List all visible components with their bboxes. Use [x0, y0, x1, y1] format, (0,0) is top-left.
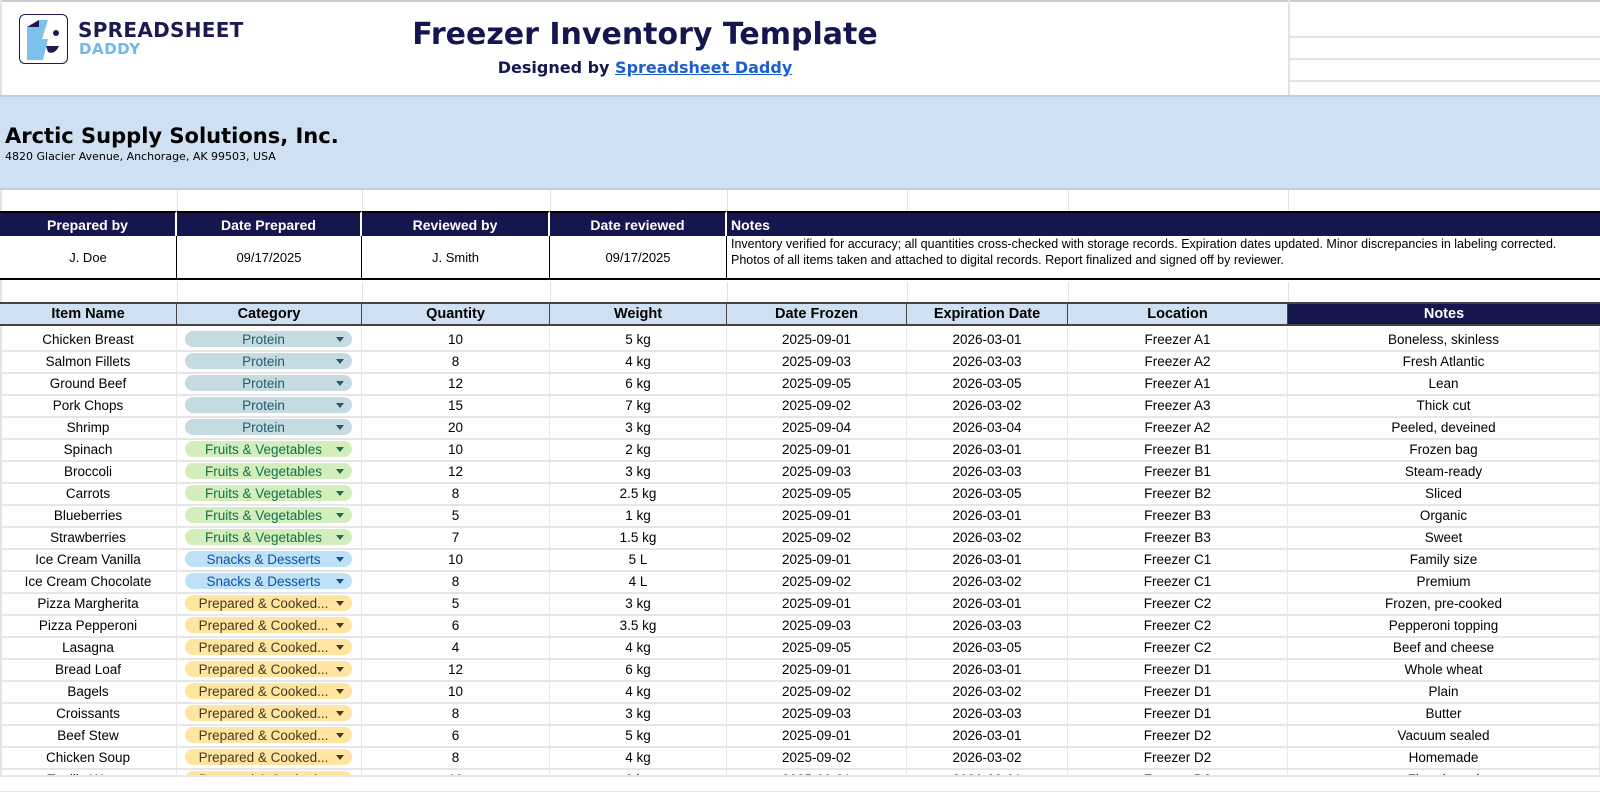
notes-cell[interactable]: Frozen, pre-cooked: [1288, 592, 1600, 614]
notes-cell[interactable]: Thick cut: [1288, 394, 1600, 416]
logo-icon: [19, 14, 68, 64]
item-name-cell[interactable]: Ice Cream Vanilla: [0, 548, 177, 570]
table-row: [0, 570, 1600, 594]
notes-cell[interactable]: Family size: [1288, 548, 1600, 570]
logo-wordmark-top: SPREADSHEET: [78, 18, 244, 42]
weight-cell[interactable]: 3 kg: [550, 416, 727, 438]
column-header-location: Location: [1068, 302, 1288, 326]
weight-cell[interactable]: 5 kg: [550, 328, 727, 350]
notes-cell[interactable]: Sliced: [1288, 482, 1600, 504]
approval-header-notes: Notes: [727, 211, 1600, 236]
notes-cell[interactable]: Boneless, skinless: [1288, 328, 1600, 350]
notes-cell[interactable]: Vacuum sealed: [1288, 724, 1600, 746]
quantity-cell[interactable]: 12: [362, 372, 550, 394]
item-name-cell[interactable]: Chicken Soup: [0, 746, 177, 768]
date-frozen-cell[interactable]: 2025-09-01: [727, 592, 907, 614]
column-header-notes: Notes: [1288, 302, 1600, 326]
category-label: Fruits & Vegetables: [204, 485, 323, 501]
item-name-cell[interactable]: Ground Beef: [0, 372, 177, 394]
weight-cell[interactable]: 4 kg: [550, 746, 727, 768]
dropdown-arrow-icon[interactable]: [336, 645, 344, 650]
category-label: Protein: [242, 419, 285, 435]
category-cell: [177, 614, 362, 636]
category-label: Prepared & Cooked...: [198, 617, 329, 633]
weight-cell[interactable]: 2 kg: [550, 438, 727, 460]
category-cell: [177, 592, 362, 614]
column-header-date-frozen: Date Frozen: [727, 302, 907, 326]
dropdown-arrow-icon[interactable]: [336, 337, 344, 342]
notes-cell[interactable]: Pepperoni topping: [1288, 614, 1600, 636]
notes-cell[interactable]: Steam-ready: [1288, 460, 1600, 482]
table-row: [0, 394, 1600, 418]
dropdown-arrow-icon[interactable]: [336, 601, 344, 606]
notes-cell[interactable]: Butter: [1288, 702, 1600, 724]
spreadsheet-daddy-link[interactable]: Spreadsheet Daddy: [615, 58, 793, 77]
notes-cell[interactable]: Whole wheat: [1288, 658, 1600, 680]
category-cell: [177, 636, 362, 658]
category-label: Protein: [242, 353, 285, 369]
quantity-cell[interactable]: 5: [362, 592, 550, 614]
dropdown-arrow-icon[interactable]: [336, 689, 344, 694]
expiration-date-cell[interactable]: 2026-03-01: [907, 592, 1068, 614]
item-name-cell[interactable]: Lasagna: [0, 636, 177, 658]
location-cell[interactable]: Freezer B3: [1068, 526, 1288, 548]
date-prepared-value[interactable]: 09/17/2025: [177, 236, 362, 280]
column-header-category: Category: [177, 302, 362, 326]
expiration-date-cell[interactable]: 2026-03-05: [907, 372, 1068, 394]
date-frozen-cell[interactable]: 2025-09-01: [727, 504, 907, 526]
dropdown-arrow-icon[interactable]: [336, 733, 344, 738]
dropdown-arrow-icon[interactable]: [336, 491, 344, 496]
location-cell[interactable]: Freezer D1: [1068, 702, 1288, 724]
category-label: Fruits & Vegetables: [204, 463, 323, 479]
item-name-cell[interactable]: Bread Loaf: [0, 658, 177, 680]
designed-by-prefix: Designed by: [497, 58, 616, 77]
category-label: Protein: [242, 375, 285, 391]
category-cell: [177, 372, 362, 394]
table-row: [0, 504, 1600, 528]
quantity-cell[interactable]: 6: [362, 614, 550, 636]
expiration-date-cell[interactable]: 2026-03-05: [907, 482, 1068, 504]
category-cell: [177, 350, 362, 372]
item-name-cell[interactable]: Pizza Margherita: [0, 592, 177, 614]
quantity-cell[interactable]: 12: [362, 460, 550, 482]
category-dropdown[interactable]: [185, 683, 352, 699]
expiration-date-cell[interactable]: 2026-03-01: [907, 658, 1068, 680]
expiration-date-cell[interactable]: 2026-03-01: [907, 504, 1068, 526]
item-name-cell[interactable]: Shrimp: [0, 416, 177, 438]
date-frozen-cell[interactable]: 2025-09-05: [727, 636, 907, 658]
date-frozen-cell[interactable]: 2025-09-03: [727, 350, 907, 372]
item-name-cell[interactable]: Spinach: [0, 438, 177, 460]
expiration-date-cell[interactable]: 2026-03-01: [907, 438, 1068, 460]
date-frozen-cell[interactable]: 2025-09-03: [727, 460, 907, 482]
item-name-cell[interactable]: Carrots: [0, 482, 177, 504]
table-row: [0, 636, 1600, 660]
date-frozen-cell[interactable]: 2025-09-02: [727, 680, 907, 702]
expiration-date-cell[interactable]: 2026-03-01: [907, 548, 1068, 570]
approval-notes-value[interactable]: Inventory verified for accuracy; all quantities cross-checked with storage records. Expiration dates updated. Minor discrepancies in labeling corrected. Photos of all items taken and attached to digital records. Report finalized and signed off by reviewer.: [727, 236, 1600, 280]
category-label: Prepared & Cooked...: [198, 661, 329, 677]
approval-header-date-prepared: Date Prepared: [177, 211, 362, 236]
location-cell[interactable]: Freezer B2: [1068, 482, 1288, 504]
location-cell[interactable]: Freezer C1: [1068, 548, 1288, 570]
notes-cell[interactable]: Organic: [1288, 504, 1600, 526]
quantity-cell[interactable]: 10: [362, 680, 550, 702]
expiration-date-cell[interactable]: 2026-03-02: [907, 526, 1068, 548]
approval-header-prepared-by: Prepared by: [0, 211, 177, 236]
notes-cell[interactable]: Fresh Atlantic: [1288, 350, 1600, 372]
category-label: Protein: [242, 397, 285, 413]
date-frozen-cell[interactable]: 2025-09-01: [727, 328, 907, 350]
location-cell[interactable]: Freezer D2: [1068, 724, 1288, 746]
column-header-quantity: Quantity: [362, 302, 550, 326]
item-name-cell[interactable]: Bagels: [0, 680, 177, 702]
expiration-date-cell[interactable]: 2026-03-02: [907, 394, 1068, 416]
quantity-cell[interactable]: 7: [362, 526, 550, 548]
quantity-cell[interactable]: 12: [362, 658, 550, 680]
date-frozen-cell[interactable]: 2025-09-02: [727, 570, 907, 592]
item-name-cell[interactable]: Broccoli: [0, 460, 177, 482]
category-dropdown[interactable]: [185, 485, 352, 501]
date-frozen-cell[interactable]: 2025-09-01: [727, 548, 907, 570]
category-label: Prepared & Cooked...: [198, 705, 329, 721]
reviewed-by-value[interactable]: J. Smith: [362, 236, 550, 280]
location-cell[interactable]: Freezer C2: [1068, 636, 1288, 658]
company-address: 4820 Glacier Avenue, Anchorage, AK 99503, USA: [5, 150, 276, 163]
logo-wordmark-bottom: DADDY: [79, 40, 141, 58]
category-label: Prepared & Cooked...: [198, 639, 329, 655]
weight-cell[interactable]: 4 kg: [550, 636, 727, 658]
quantity-cell[interactable]: 8: [362, 350, 550, 372]
date-frozen-cell[interactable]: 2025-09-03: [727, 614, 907, 636]
category-dropdown[interactable]: [185, 463, 352, 479]
expiration-date-cell[interactable]: 2026-03-01: [907, 724, 1068, 746]
category-dropdown[interactable]: [185, 573, 352, 589]
item-name-cell[interactable]: Ice Cream Chocolate: [0, 570, 177, 592]
weight-cell[interactable]: 4 kg: [550, 350, 727, 372]
table-row: [0, 746, 1600, 770]
item-name-cell[interactable]: Pizza Pepperoni: [0, 614, 177, 636]
category-cell: [177, 482, 362, 504]
table-row: [0, 416, 1600, 440]
notes-cell[interactable]: Lean: [1288, 372, 1600, 394]
quantity-cell[interactable]: 8: [362, 570, 550, 592]
item-name-cell[interactable]: Strawberries: [0, 526, 177, 548]
location-cell[interactable]: Freezer D2: [1068, 746, 1288, 768]
column-header-weight: Weight: [550, 302, 727, 326]
dropdown-arrow-icon[interactable]: [336, 557, 344, 562]
dropdown-arrow-icon[interactable]: [336, 579, 344, 584]
category-label: Fruits & Vegetables: [204, 529, 323, 545]
date-reviewed-value[interactable]: 09/17/2025: [550, 236, 727, 280]
date-frozen-cell[interactable]: 2025-09-04: [727, 416, 907, 438]
dropdown-arrow-icon[interactable]: [336, 513, 344, 518]
date-frozen-cell[interactable]: 2025-09-02: [727, 394, 907, 416]
weight-cell[interactable]: 4 kg: [550, 680, 727, 702]
dropdown-arrow-icon[interactable]: [336, 711, 344, 716]
category-dropdown[interactable]: [185, 551, 352, 567]
item-name-cell[interactable]: Salmon Fillets: [0, 350, 177, 372]
category-cell: [177, 328, 362, 350]
expiration-date-cell[interactable]: 2026-03-01: [907, 328, 1068, 350]
designed-by-line: [380, 58, 910, 77]
dropdown-arrow-icon[interactable]: [336, 667, 344, 672]
quantity-cell[interactable]: 8: [362, 746, 550, 768]
expiration-date-cell[interactable]: 2026-03-03: [907, 702, 1068, 724]
location-cell[interactable]: Freezer D1: [1068, 680, 1288, 702]
weight-cell[interactable]: 3 kg: [550, 592, 727, 614]
location-cell[interactable]: Freezer A3: [1068, 394, 1288, 416]
category-cell: [177, 746, 362, 768]
face-document-icon: [20, 15, 68, 64]
weight-cell[interactable]: 6 kg: [550, 658, 727, 680]
quantity-cell[interactable]: 10: [362, 438, 550, 460]
quantity-cell[interactable]: 5: [362, 504, 550, 526]
weight-cell[interactable]: 6 kg: [550, 372, 727, 394]
category-dropdown[interactable]: [185, 375, 352, 391]
location-cell[interactable]: Freezer A1: [1068, 328, 1288, 350]
category-dropdown[interactable]: [185, 749, 352, 765]
location-cell[interactable]: Freezer A1: [1068, 372, 1288, 394]
weight-cell[interactable]: 5 kg: [550, 724, 727, 746]
category-dropdown[interactable]: [185, 595, 352, 611]
category-cell: [177, 702, 362, 724]
weight-cell[interactable]: 3 kg: [550, 702, 727, 724]
table-row: [0, 526, 1600, 550]
column-header-item-name: Item Name: [0, 302, 177, 326]
date-frozen-cell[interactable]: 2025-09-05: [727, 482, 907, 504]
table-row: [0, 460, 1600, 484]
company-name: Arctic Supply Solutions, Inc.: [5, 124, 339, 148]
notes-cell[interactable]: Plain: [1288, 680, 1600, 702]
category-cell: [177, 548, 362, 570]
category-cell: [177, 394, 362, 416]
column-header-expiration-date: Expiration Date: [907, 302, 1068, 326]
table-row: [0, 482, 1600, 506]
category-dropdown[interactable]: [185, 617, 352, 633]
dropdown-arrow-icon[interactable]: [336, 359, 344, 364]
expiration-date-cell[interactable]: 2026-03-03: [907, 460, 1068, 482]
notes-cell[interactable]: Sweet: [1288, 526, 1600, 548]
category-cell: [177, 680, 362, 702]
location-cell[interactable]: Freezer B3: [1068, 504, 1288, 526]
table-row: [0, 438, 1600, 462]
table-row: [0, 350, 1600, 374]
expiration-date-cell[interactable]: 2026-03-04: [907, 416, 1068, 438]
location-cell[interactable]: Freezer B1: [1068, 460, 1288, 482]
location-cell[interactable]: Freezer B1: [1068, 438, 1288, 460]
page-title: Freezer Inventory Template: [412, 17, 878, 52]
table-row: [0, 328, 1600, 352]
location-cell[interactable]: Freezer D1: [1068, 658, 1288, 680]
date-frozen-cell[interactable]: 2025-09-01: [727, 658, 907, 680]
quantity-cell[interactable]: 8: [362, 702, 550, 724]
quantity-cell[interactable]: 20: [362, 416, 550, 438]
item-name-cell[interactable]: Croissants: [0, 702, 177, 724]
notes-cell[interactable]: Beef and cheese: [1288, 636, 1600, 658]
quantity-cell[interactable]: 15: [362, 394, 550, 416]
category-label: Protein: [242, 331, 285, 347]
table-row: [0, 680, 1600, 704]
category-dropdown[interactable]: [185, 441, 352, 457]
table-row: [0, 372, 1600, 396]
date-frozen-cell[interactable]: 2025-09-05: [727, 372, 907, 394]
table-row: [0, 614, 1600, 638]
category-cell: [177, 416, 362, 438]
location-cell[interactable]: Freezer A2: [1068, 416, 1288, 438]
category-cell: [177, 658, 362, 680]
category-dropdown[interactable]: [185, 397, 352, 413]
weight-cell[interactable]: 3.5 kg: [550, 614, 727, 636]
quantity-cell[interactable]: 4: [362, 636, 550, 658]
date-frozen-cell[interactable]: 2025-09-02: [727, 746, 907, 768]
item-name-cell[interactable]: Chicken Breast: [0, 328, 177, 350]
expiration-date-cell[interactable]: 2026-03-02: [907, 570, 1068, 592]
table-row: [0, 548, 1600, 572]
dropdown-arrow-icon[interactable]: [336, 535, 344, 540]
category-label: Prepared & Cooked...: [198, 749, 329, 765]
expiration-date-cell[interactable]: 2026-03-03: [907, 350, 1068, 372]
category-dropdown[interactable]: [185, 705, 352, 721]
expiration-date-cell[interactable]: 2026-03-03: [907, 614, 1068, 636]
category-cell: [177, 724, 362, 746]
notes-cell[interactable]: Homemade: [1288, 746, 1600, 768]
weight-cell[interactable]: 1 kg: [550, 504, 727, 526]
dropdown-arrow-icon[interactable]: [336, 403, 344, 408]
category-cell: [177, 526, 362, 548]
date-frozen-cell[interactable]: 2025-09-03: [727, 702, 907, 724]
location-cell[interactable]: Freezer C2: [1068, 592, 1288, 614]
weight-cell[interactable]: 5 L: [550, 548, 727, 570]
expiration-date-cell[interactable]: 2026-03-05: [907, 636, 1068, 658]
location-cell[interactable]: Freezer C2: [1068, 614, 1288, 636]
item-name-cell[interactable]: Pork Chops: [0, 394, 177, 416]
category-dropdown[interactable]: [185, 727, 352, 743]
category-cell: [177, 460, 362, 482]
category-cell: [177, 570, 362, 592]
item-name-cell[interactable]: Beef Stew: [0, 724, 177, 746]
category-dropdown[interactable]: [185, 353, 352, 369]
location-cell[interactable]: Freezer A2: [1068, 350, 1288, 372]
category-dropdown[interactable]: [185, 419, 352, 435]
expiration-date-cell[interactable]: 2026-03-02: [907, 680, 1068, 702]
category-dropdown[interactable]: [185, 529, 352, 545]
category-label: Prepared & Cooked...: [198, 595, 329, 611]
category-label: Fruits & Vegetables: [204, 441, 323, 457]
dropdown-arrow-icon[interactable]: [336, 425, 344, 430]
approval-header-date-reviewed: Date reviewed: [550, 211, 727, 236]
category-dropdown[interactable]: [185, 639, 352, 655]
dropdown-arrow-icon[interactable]: [336, 623, 344, 628]
sheet-bottom-edge: [0, 775, 1600, 791]
quantity-cell[interactable]: 10: [362, 328, 550, 350]
dropdown-arrow-icon[interactable]: [336, 447, 344, 452]
prepared-by-value[interactable]: J. Doe: [0, 236, 177, 280]
category-dropdown[interactable]: [185, 661, 352, 677]
location-cell[interactable]: Freezer C1: [1068, 570, 1288, 592]
date-frozen-cell[interactable]: 2025-09-02: [727, 526, 907, 548]
category-label: Prepared & Cooked...: [198, 727, 329, 743]
table-row: [0, 658, 1600, 682]
table-row: [0, 702, 1600, 726]
quantity-cell[interactable]: 10: [362, 548, 550, 570]
weight-cell[interactable]: 2.5 kg: [550, 482, 727, 504]
notes-cell[interactable]: Frozen bag: [1288, 438, 1600, 460]
weight-cell[interactable]: 7 kg: [550, 394, 727, 416]
right-header-grid: [1288, 0, 1600, 95]
weight-cell[interactable]: 3 kg: [550, 460, 727, 482]
item-name-cell[interactable]: Blueberries: [0, 504, 177, 526]
notes-cell[interactable]: Peeled, deveined: [1288, 416, 1600, 438]
table-row: [0, 724, 1600, 748]
notes-cell[interactable]: Premium: [1288, 570, 1600, 592]
date-frozen-cell[interactable]: 2025-09-01: [727, 438, 907, 460]
category-label: Fruits & Vegetables: [204, 507, 323, 523]
quantity-cell[interactable]: 6: [362, 724, 550, 746]
dropdown-arrow-icon[interactable]: [336, 381, 344, 386]
category-dropdown[interactable]: [185, 507, 352, 523]
category-cell: [177, 504, 362, 526]
quantity-cell[interactable]: 8: [362, 482, 550, 504]
category-label: Snacks & Desserts: [206, 573, 321, 589]
dropdown-arrow-icon[interactable]: [336, 755, 344, 760]
expiration-date-cell[interactable]: 2026-03-02: [907, 746, 1068, 768]
approval-header-reviewed-by: Reviewed by: [362, 211, 550, 236]
category-cell: [177, 438, 362, 460]
category-label: Snacks & Desserts: [206, 551, 321, 567]
category-dropdown[interactable]: [185, 331, 352, 347]
dropdown-arrow-icon[interactable]: [336, 469, 344, 474]
table-row: [0, 592, 1600, 616]
weight-cell[interactable]: 4 L: [550, 570, 727, 592]
category-label: Prepared & Cooked...: [198, 683, 329, 699]
date-frozen-cell[interactable]: 2025-09-01: [727, 724, 907, 746]
weight-cell[interactable]: 1.5 kg: [550, 526, 727, 548]
